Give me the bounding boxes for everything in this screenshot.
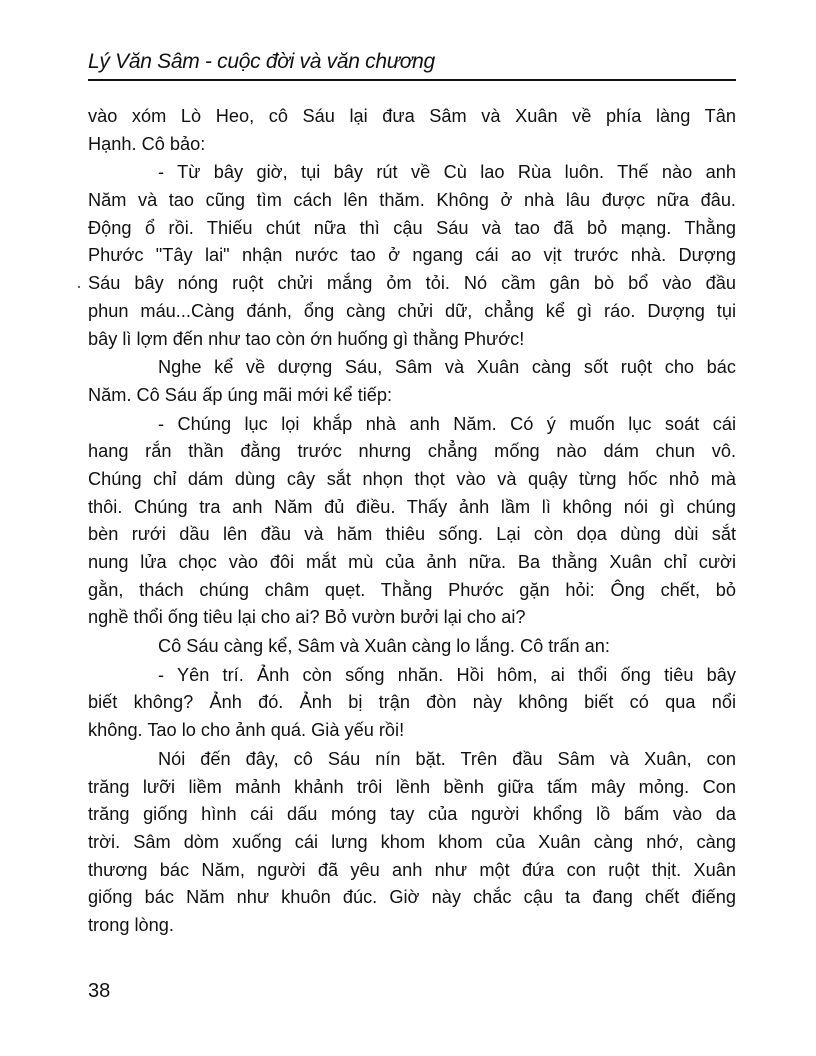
text-line: Phước "Tây lai" nhận nước tao ở ngang cái ao vịt trước nhà. Dượng xyxy=(88,245,736,266)
text-line: trời. Sâm dòm xuống cái lưng khom khom của Xuân càng nhớ, càng xyxy=(88,831,736,852)
text-line: không. Tao lo cho ảnh quá. Già yếu rồi! xyxy=(88,720,405,741)
text-line: trăng giống hình cái dấu móng tay của người khổng lồ bấm vào da xyxy=(88,804,736,825)
text-line: bây lì lợm đến như tao còn ớn huống gì thằng Phước! xyxy=(88,328,525,349)
text-line: nghề thổi ống tiêu lại cho ai? Bỏ vườn bưởi lại cho ai? xyxy=(88,607,526,628)
text-line: biết không? Ảnh đó. Ảnh bị trận đòn này không biết có qua nổi xyxy=(88,692,736,713)
paragraph xyxy=(88,746,736,940)
text-line: gằn, thách chúng châm quẹt. Thằng Phước gặn hỏi: Ông chết, bỏ xyxy=(88,579,736,600)
page-number: 38 xyxy=(88,980,111,1002)
running-header: Lý Văn Sâm - cuộc đời và văn chương xyxy=(88,50,435,73)
text-line: nung lửa chọc vào đôi mắt mù của ảnh nữa. Ba thằng Xuân chỉ cười xyxy=(88,552,736,572)
scan-speck xyxy=(78,286,80,288)
text-line: trong lòng. xyxy=(88,914,174,935)
paragraph xyxy=(88,411,736,633)
text-line: giống bác Năm như khuôn đúc. Giờ này chắc cậu ta đang chết điếng xyxy=(88,887,736,908)
paragraph xyxy=(88,159,736,353)
page-body xyxy=(88,103,736,941)
text-line: - Từ bây giờ, tụi bây rút về Cù lao Rùa luôn. Thế nào anh xyxy=(158,162,736,183)
paragraph xyxy=(88,354,736,409)
text-line: bèn rưới dầu lên đầu và hăm thiêu sống. Lại còn dọa dùng dùi sắt xyxy=(88,524,736,545)
text-line: trăng lưỡi liềm mảnh khảnh trôi lềnh bềnh giữa tấm mây mỏng. Con xyxy=(88,776,736,797)
text-line: - Yên trí. Ảnh còn sống nhăn. Hồi hôm, ai thổi ống tiêu bây xyxy=(158,664,736,685)
text-line: Chúng chỉ dám dùng cây sắt nhọn thọt vào và quậy từng hốc nhỏ mà xyxy=(88,468,736,489)
text-line: Năm và tao cũng tìm cách lên thăm. Không ở nhà lâu được nữa đâu. xyxy=(88,190,736,211)
paragraph xyxy=(88,662,736,745)
paragraph xyxy=(88,633,736,661)
paragraph xyxy=(88,103,736,158)
text-line: Hạnh. Cô bảo: xyxy=(88,133,206,154)
text-line: Cô Sáu càng kể, Sâm và Xuân càng lo lắng. Cô trấn an: xyxy=(158,636,610,657)
text-line: Động ổ rồi. Thiếu chút nữa thì cậu Sáu và tao đã bỏ mạng. Thằng xyxy=(88,217,736,238)
text-line: thương bác Năm, người đã yêu anh như một đứa con ruột thịt. Xuân xyxy=(88,859,736,880)
text-line: hang rắn thần đằng trước nhưng chẳng mống nào dám chun vô. xyxy=(88,441,736,462)
text-line: Năm. Cô Sáu ấp úng mãi mới kể tiếp: xyxy=(88,384,393,405)
text-line: - Chúng lục lọi khắp nhà anh Năm. Có ý muốn lục soát cái xyxy=(158,413,736,434)
text-line: Nghe kể về dượng Sáu, Sâm và Xuân càng sốt ruột cho bác xyxy=(158,357,736,378)
text-line: Nói đến đây, cô Sáu nín bặt. Trên đầu Sâm và Xuân, con xyxy=(158,748,736,769)
text-line: thôi. Chúng tra anh Năm đủ điều. Thấy ảnh lầm lì không nói gì chúng xyxy=(88,496,736,517)
header-rule xyxy=(88,79,736,81)
text-line: Sáu bây nóng ruột chửi mắng ỏm tỏi. Nó cầm gân bò bổ vào đầu xyxy=(88,273,736,294)
text-line: phun máu...Càng đánh, ổng càng chửi dữ, chẳng kể gì ráo. Dượng tụi xyxy=(88,300,736,321)
text-line: vào xóm Lò Heo, cô Sáu lại đưa Sâm và Xuân về phía làng Tân xyxy=(88,106,736,126)
